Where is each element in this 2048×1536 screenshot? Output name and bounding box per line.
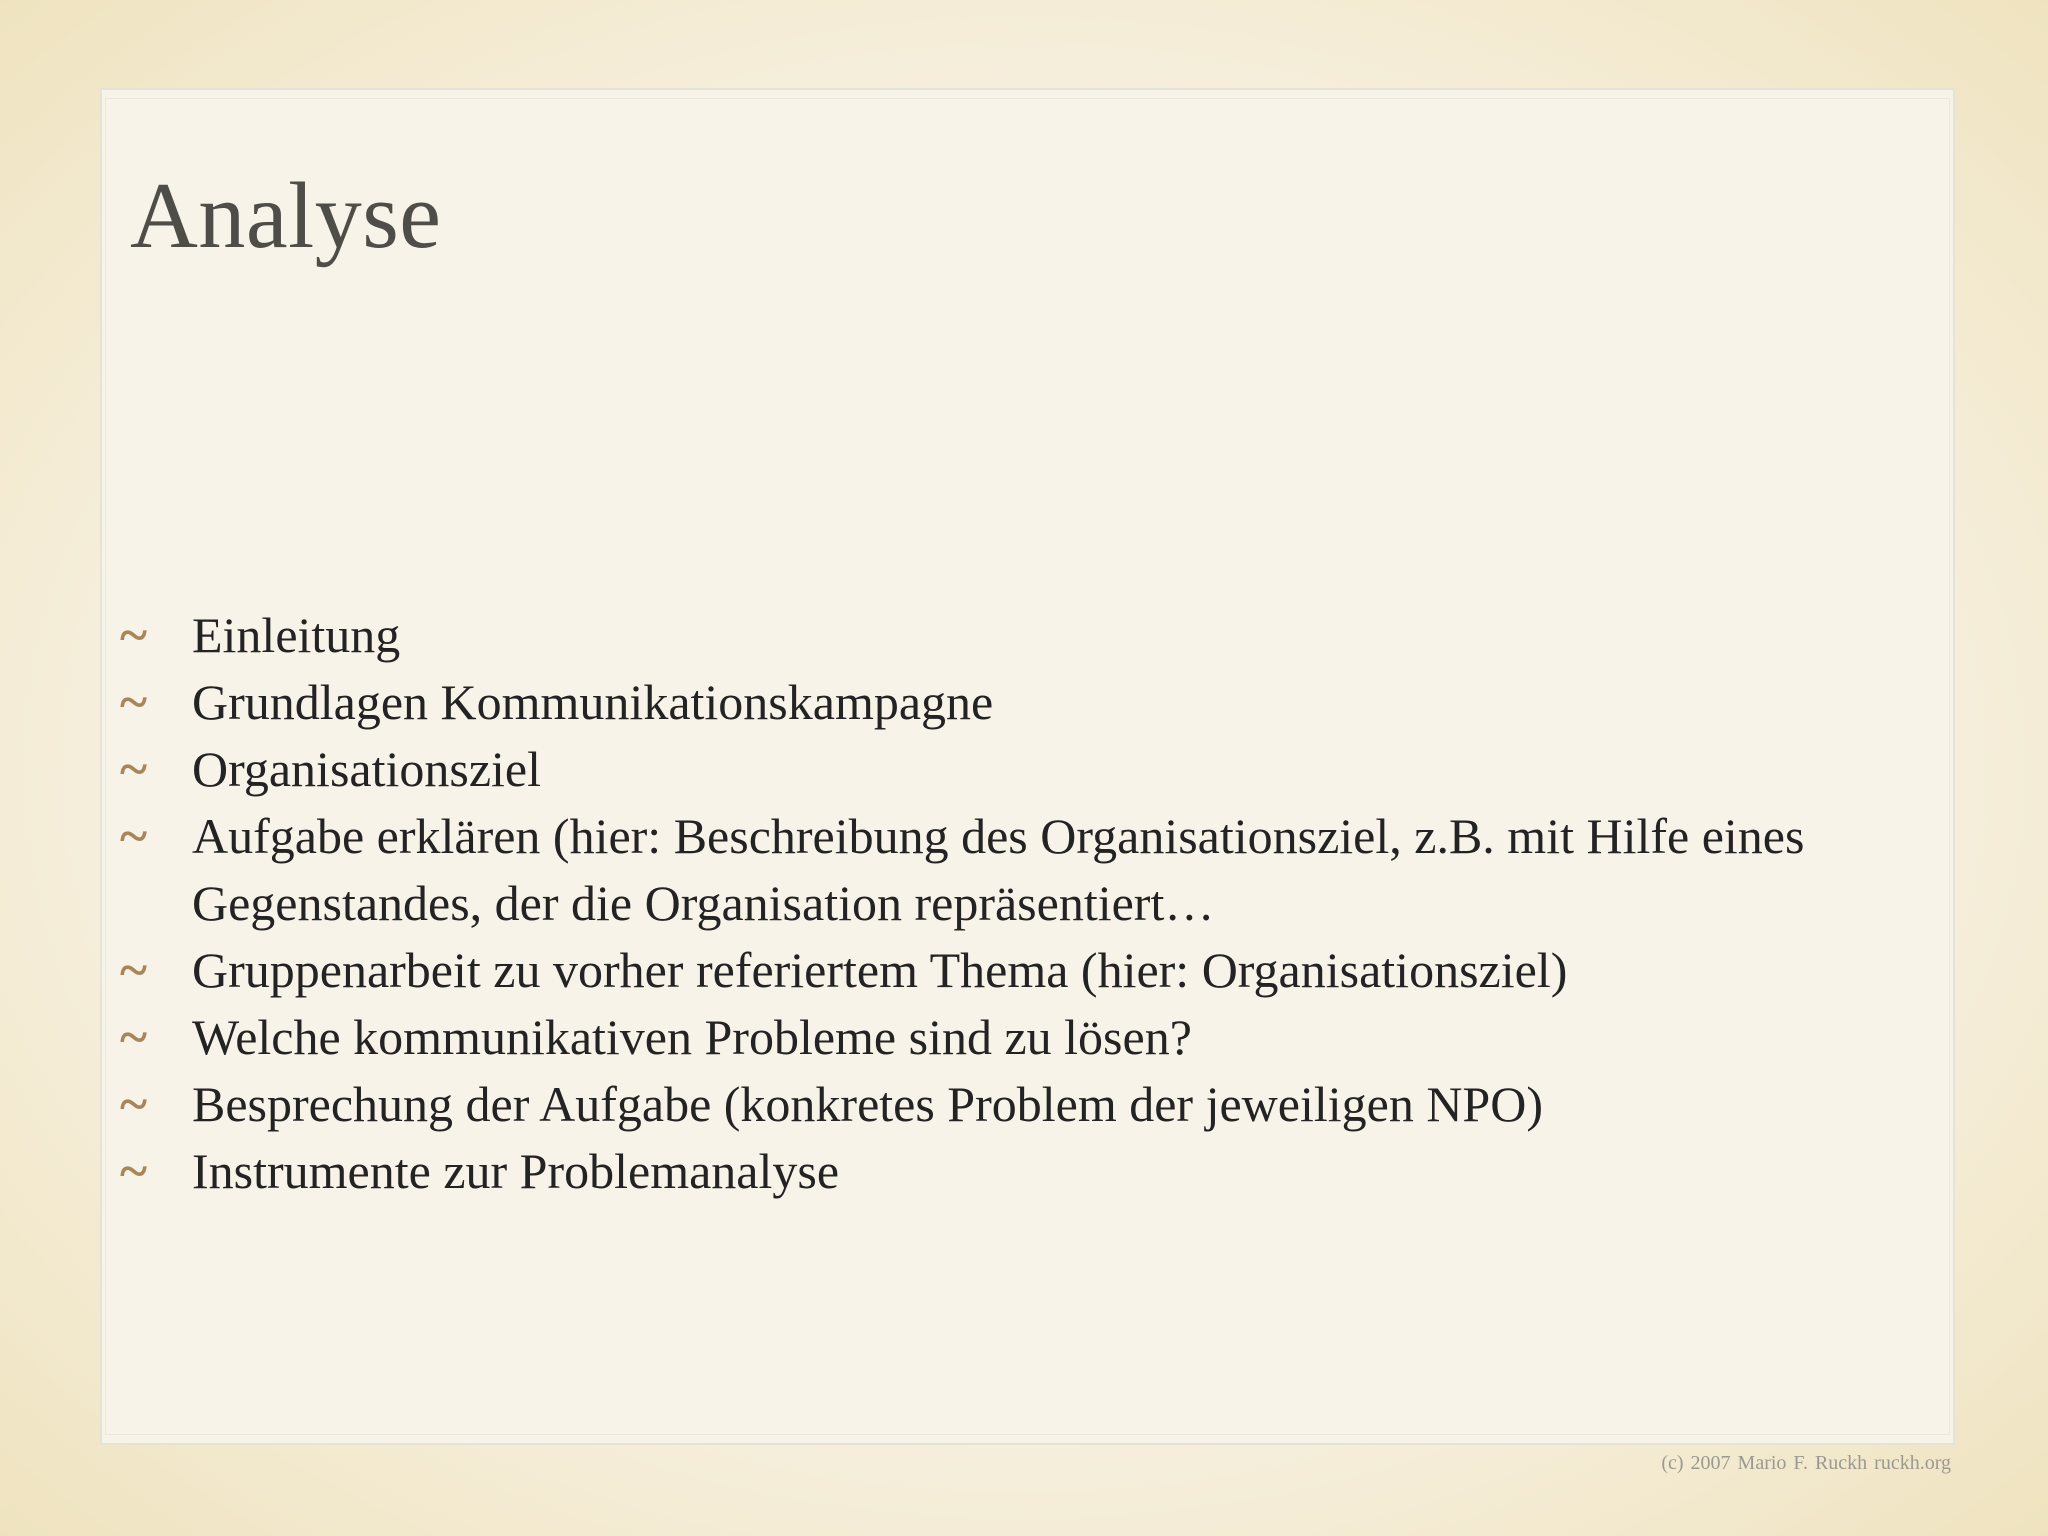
tilde-bullet-icon: ~ — [120, 607, 148, 664]
list-item — [120, 602, 1910, 669]
list-item-text: Einleitung — [192, 607, 401, 663]
list-item-text: Aufgabe erklären (hier: Beschreibung des Organisationsziel, z.B. mit Hilfe eines Gegenstandes, der die Organisation repräsentiert… — [192, 808, 1805, 931]
list-item — [120, 937, 1910, 1004]
slide-title: Analyse — [130, 164, 442, 268]
list-item — [120, 1004, 1910, 1071]
list-item — [120, 1071, 1910, 1138]
list-item-text: Besprechung der Aufgabe (konkretes Problem der jeweiligen NPO) — [192, 1076, 1544, 1132]
list-item-text: Organisationsziel — [192, 741, 541, 797]
list-item — [120, 1138, 1910, 1205]
list-item-text: Grundlagen Kommunikationskampagne — [192, 674, 994, 730]
copyright-footer: (c) 2007 Mario F. Ruckh ruckh.org — [1661, 1452, 1951, 1474]
tilde-bullet-icon: ~ — [120, 1009, 148, 1066]
tilde-bullet-icon: ~ — [120, 942, 148, 999]
list-item-text: Instrumente zur Problemanalyse — [192, 1143, 840, 1199]
tilde-bullet-icon: ~ — [120, 674, 148, 731]
list-item — [120, 669, 1910, 736]
list-item-text: Gruppenarbeit zu vorher referiertem Thema (hier: Organisationsziel) — [192, 942, 1568, 998]
tilde-bullet-icon: ~ — [120, 1143, 148, 1200]
bullet-list — [120, 602, 1910, 1205]
tilde-bullet-icon: ~ — [120, 1076, 148, 1133]
tilde-bullet-icon: ~ — [120, 741, 148, 798]
list-item-text: Welche kommunikativen Probleme sind zu lösen? — [192, 1009, 1192, 1065]
tilde-bullet-icon: ~ — [120, 808, 148, 865]
list-item — [120, 803, 1910, 937]
list-item — [120, 736, 1910, 803]
